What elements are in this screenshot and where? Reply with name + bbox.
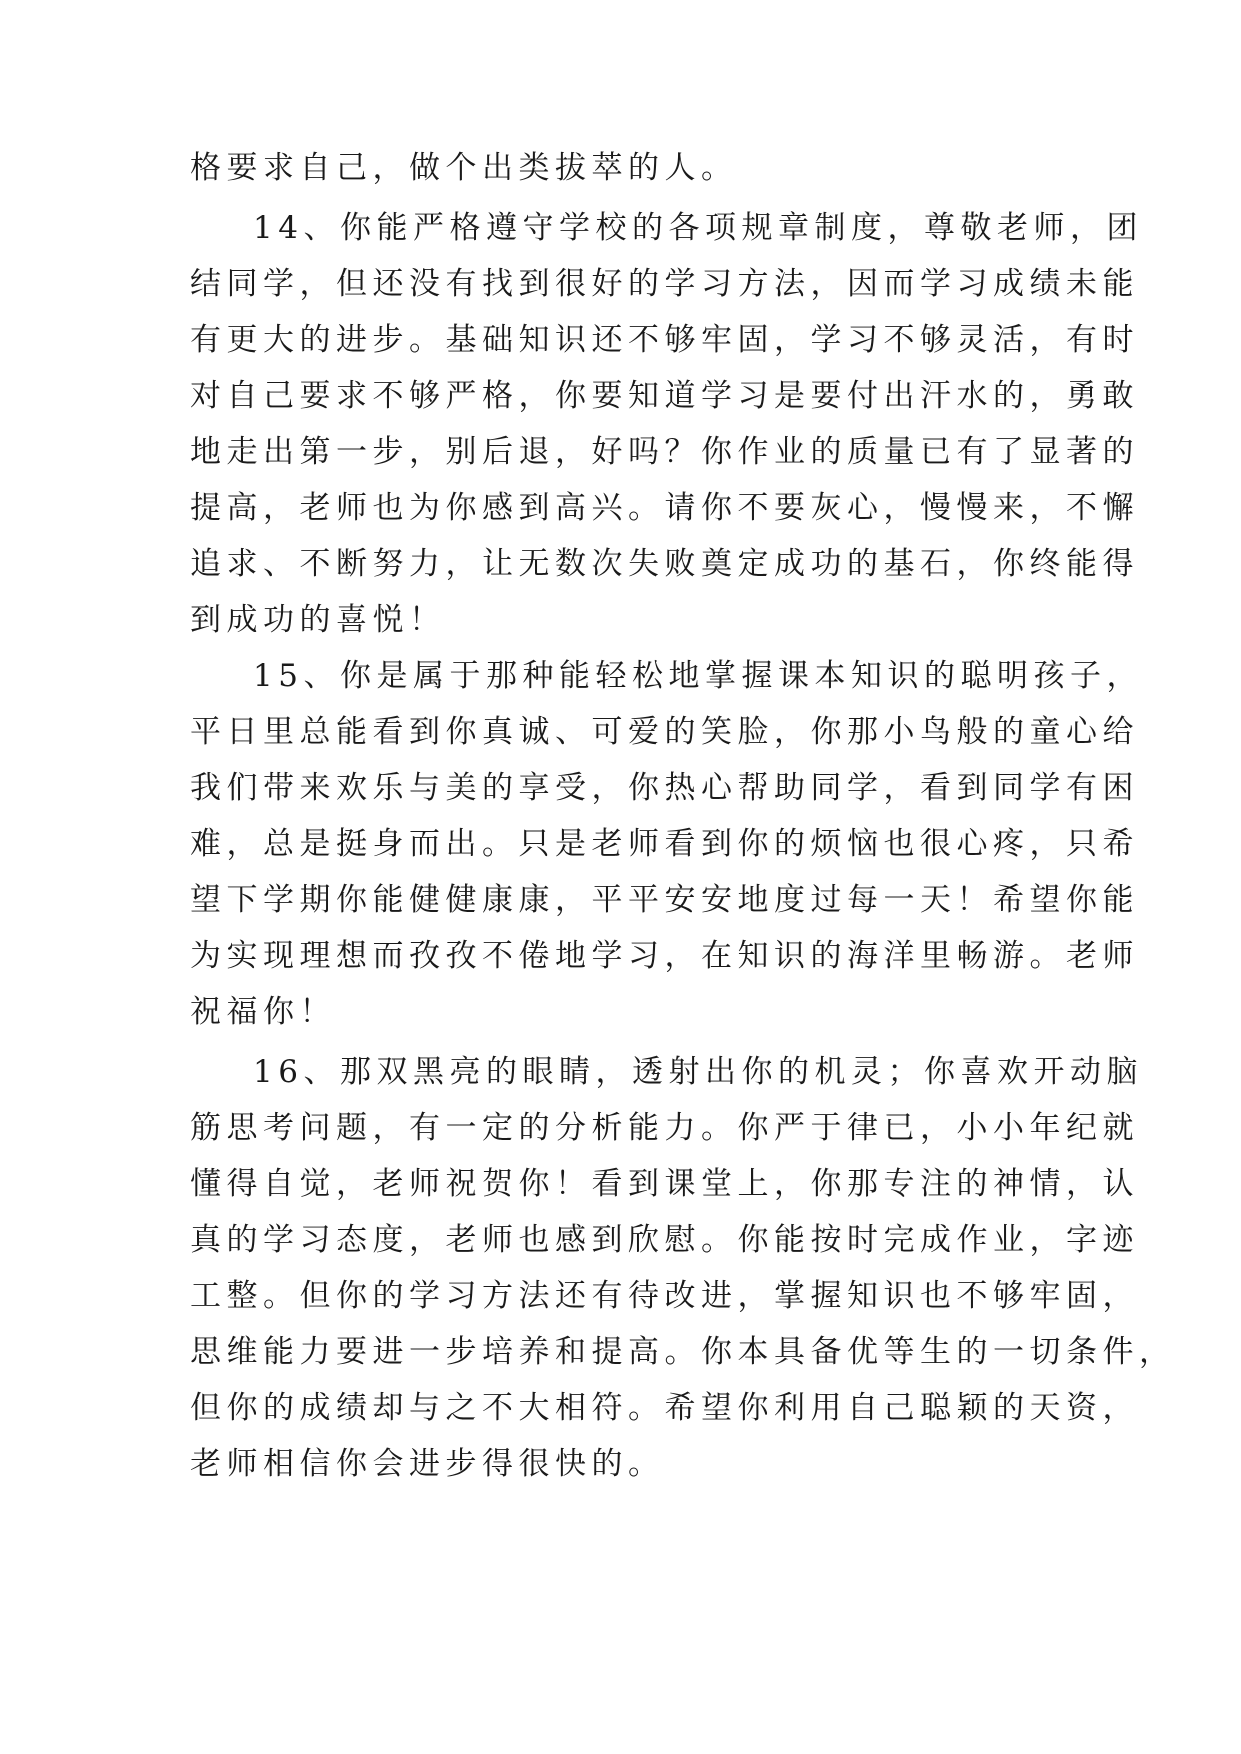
text-line: 对自己要求不够严格，你要知道学习是要付出汗水的，勇敢 bbox=[190, 378, 1139, 414]
text-line: 平日里总能看到你真诚、可爱的笑脸，你那小鸟般的童心给 bbox=[190, 714, 1139, 750]
text-line: 但你的成绩却与之不大相符。希望你利用自己聪颖的天资， bbox=[190, 1390, 1139, 1426]
text-line: 我们带来欢乐与美的享受，你热心帮助同学，看到同学有困 bbox=[190, 770, 1139, 806]
text-line: 到成功的喜悦！ bbox=[190, 602, 446, 638]
text-line: 祝福你！ bbox=[190, 994, 336, 1030]
text-line: 提高，老师也为你感到高兴。请你不要灰心，慢慢来，不懈 bbox=[190, 490, 1139, 526]
text-line: 思维能力要进一步培养和提高。你本具备优等生的一切条件， bbox=[190, 1334, 1176, 1370]
text-line: 格要求自己，做个出类拔萃的人。 bbox=[190, 150, 738, 186]
text-line: 有更大的进步。基础知识还不够牢固，学习不够灵活，有时 bbox=[190, 322, 1139, 358]
text-line: 15、你是属于那种能轻松地掌握课本知识的聪明孩子， bbox=[253, 658, 1143, 694]
text-line: 工整。但你的学习方法还有待改进，掌握知识也不够牢固， bbox=[190, 1278, 1139, 1314]
text-line: 望下学期你能健健康康，平平安安地度过每一天！希望你能 bbox=[190, 882, 1139, 918]
text-line: 16、那双黑亮的眼睛，透射出你的机灵；你喜欢开动脑 bbox=[253, 1054, 1143, 1090]
text-line: 懂得自觉，老师祝贺你！看到课堂上，你那专注的神情，认 bbox=[190, 1166, 1139, 1202]
text-line: 真的学习态度，老师也感到欣慰。你能按时完成作业，字迹 bbox=[190, 1222, 1139, 1258]
text-line: 14、你能严格遵守学校的各项规章制度，尊敬老师，团 bbox=[253, 210, 1143, 246]
text-line: 结同学，但还没有找到很好的学习方法，因而学习成绩未能 bbox=[190, 266, 1139, 302]
text-line: 地走出第一步，别后退，好吗？你作业的质量已有了显著的 bbox=[190, 434, 1139, 470]
text-line: 难，总是挺身而出。只是老师看到你的烦恼也很心疼，只希 bbox=[190, 826, 1139, 862]
text-line: 筋思考问题，有一定的分析能力。你严于律已，小小年纪就 bbox=[190, 1110, 1139, 1146]
text-line: 追求、不断努力，让无数次失败奠定成功的基石，你终能得 bbox=[190, 546, 1139, 582]
text-line: 老师相信你会进步得很快的。 bbox=[190, 1446, 665, 1482]
text-line: 为实现理想而孜孜不倦地学习，在知识的海洋里畅游。老师 bbox=[190, 938, 1139, 974]
